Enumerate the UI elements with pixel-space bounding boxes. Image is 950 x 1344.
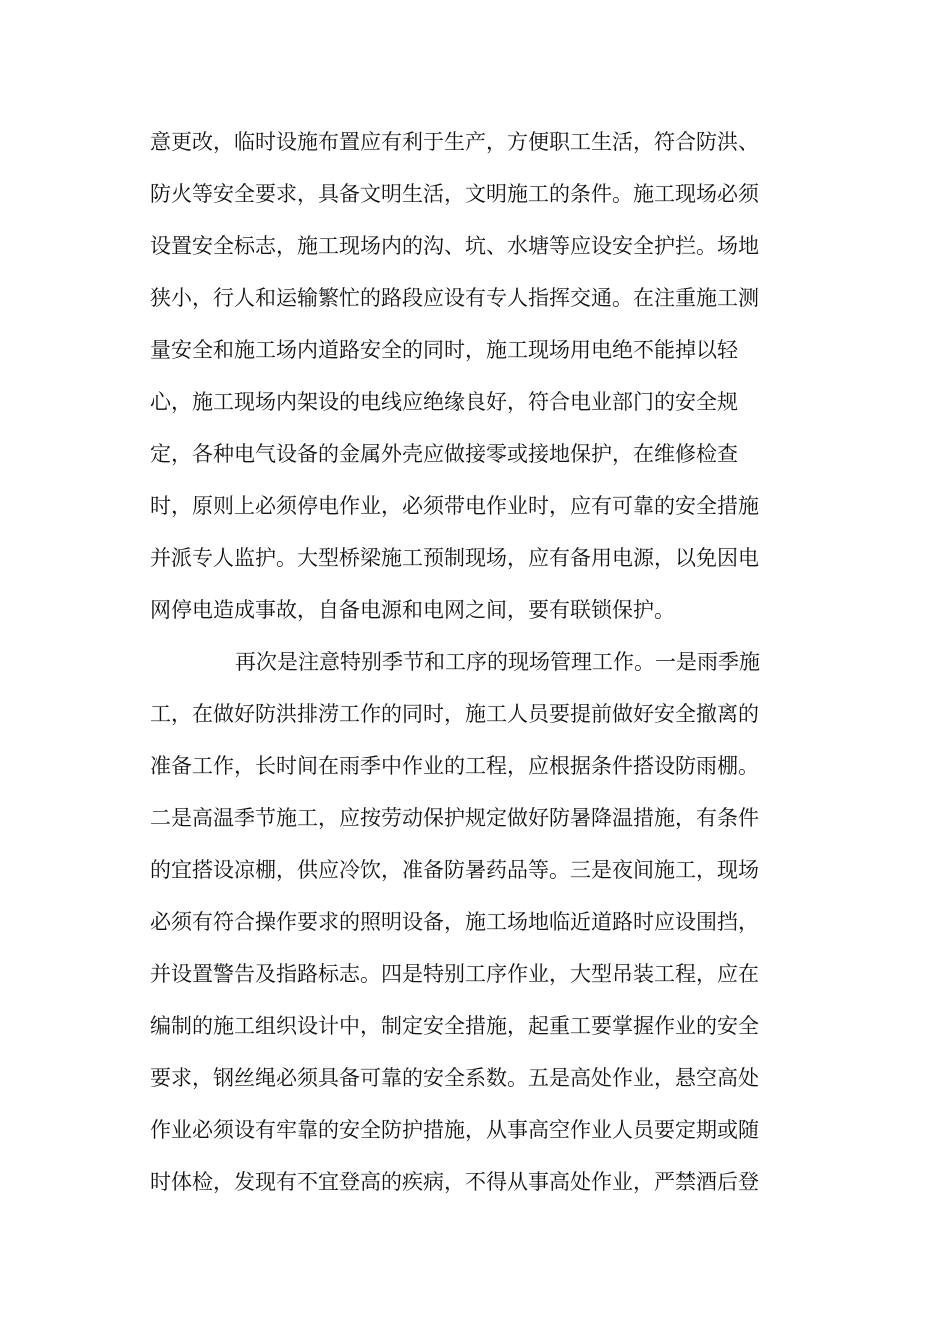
text-line: 二是高温季节施工，应按劳动保护规定做好防暑降温措施，有条件 [150,806,759,830]
text-line: 网停电造成事故，自备电源和电网之间，要有联锁保护。 [150,598,675,622]
paragraph-first-line: 再次是注意特别季节和工序的现场管理工作。一是雨季施 [235,650,760,674]
text-line: 要求，钢丝绳必须具备可靠的安全系数。五是高处作业，悬空高处 [150,1066,759,1090]
text-line: 防火等安全要求，具备文明生活，文明施工的条件。施工现场必须 [150,182,759,206]
text-line: 编制的施工组织设计中，制定安全措施，起重工要掌握作业的安全 [150,1014,759,1038]
text-line: 工，在做好防洪排涝工作的同时，施工人员要提前做好安全撤离的 [150,702,759,726]
text-line: 量安全和施工场内道路安全的同时，施工现场用电绝不能掉以轻 [150,338,738,362]
text-line: 并派专人监护。大型桥梁施工预制现场，应有备用电源，以免因电 [150,546,759,570]
text-line: 定，各种电气设备的金属外壳应做接零或接地保护，在维修检查 [150,442,738,466]
text-line: 意更改，临时设施布置应有利于生产，方便职工生活，符合防洪、 [150,130,759,154]
body-text [150,116,810,1208]
text-line: 时体检，发现有不宜登高的疾病，不得从事高处作业，严禁酒后登 [150,1170,759,1194]
text-line: 设置安全标志，施工现场内的沟、坑、水塘等应设安全护拦。场地 [150,234,759,258]
text-line: 准备工作，长时间在雨季中作业的工程，应根据条件搭设防雨棚。 [150,754,759,778]
text-line: 并设置警告及指路标志。四是特别工序作业，大型吊装工程，应在 [150,962,759,986]
text-line: 必须有符合操作要求的照明设备，施工场地临近道路时应设围挡， [150,910,759,934]
text-line: 狭小，行人和运输繁忙的路段应设有专人指挥交通。在注重施工测 [150,286,759,310]
text-line: 时，原则上必须停电作业，必须带电作业时，应有可靠的安全措施 [150,494,759,518]
text-line: 的宜搭设凉棚，供应冷饮，准备防暑药品等。三是夜间施工，现场 [150,858,759,882]
text-line: 作业必须设有牢靠的安全防护措施，从事高空作业人员要定期或随 [150,1118,759,1142]
text-line: 心，施工现场内架设的电线应绝缘良好，符合电业部门的安全规 [150,390,738,414]
